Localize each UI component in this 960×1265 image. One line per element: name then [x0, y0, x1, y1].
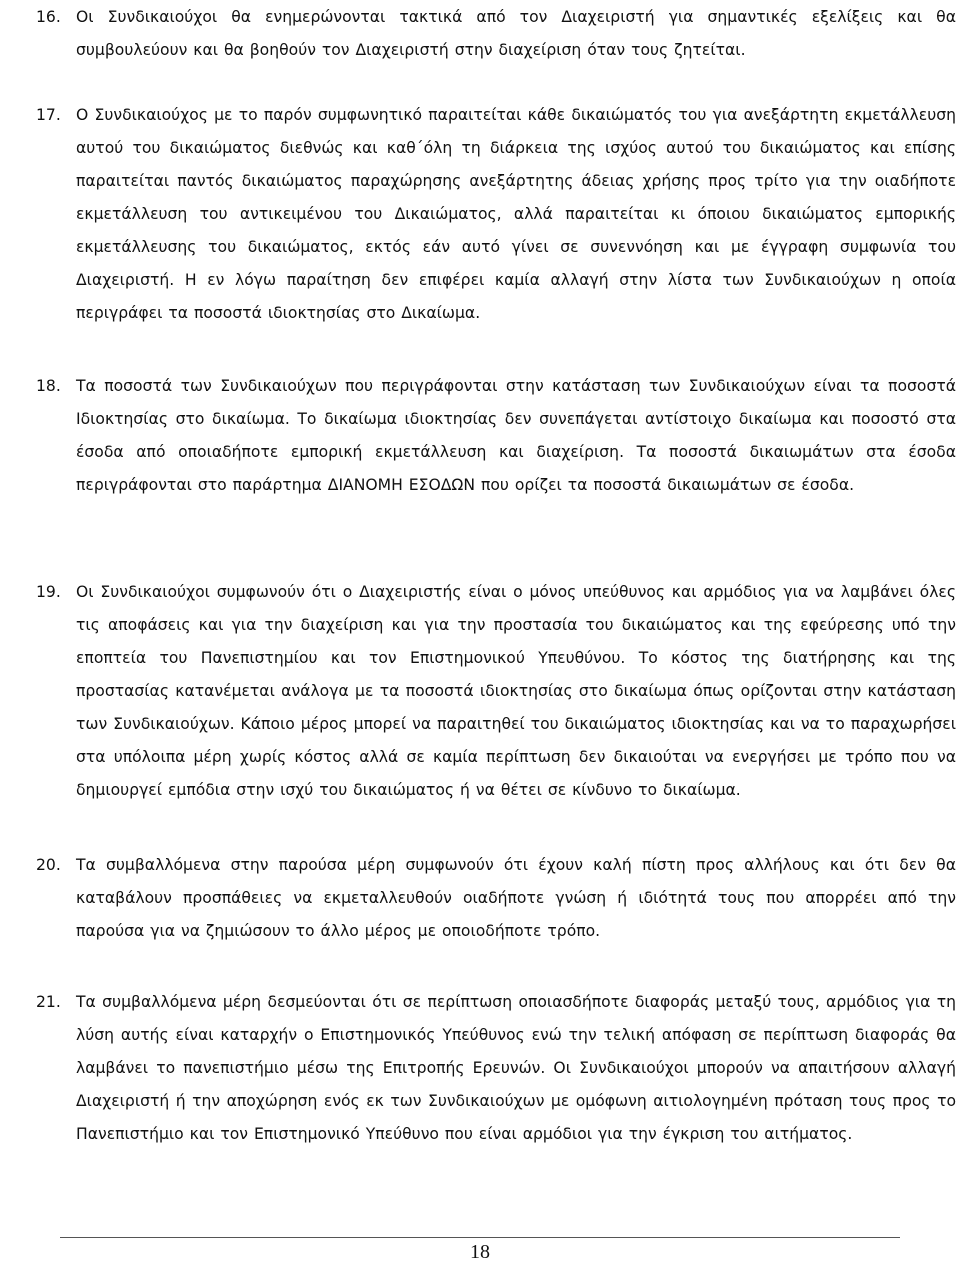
clause-19 [36, 576, 956, 807]
clause-text: Οι Συνδικαιούχοι συμφωνούν ότι ο Διαχειριστής είναι ο μόνος υπεύθυνος και αρμόδιος για να λαμβάνει όλες τις αποφάσεις και για την διαχείριση και για την προστασία του δικαιώματος και της εφεύρεσης υπό την εποπτεία του Πανεπιστημίου και τον Επιστημονικού Υπευθύνου. Το κόστος της διατήρησης και της προστασίας κατανέμεται ανάλογα με τα ποσοστά ιδιοκτησίας στο δικαίωμα όπως ορίζονται στην κατάσταση των Συνδικαιούχων. Κάποιο μέρος μπορεί να παραιτηθεί του δικαιώματος ιδιοκτησίας και να το παραχωρήσει στα υπόλοιπα μέρη χωρίς κόστος αλλά σε καμία περίπτωση δεν δικαιούται να ενεργήσει με τρόπο που να δημιουργεί εμπόδια στην ισχύ του δικαιώματος ή να θέτει σε κίνδυνο το δικαίωμα. [76, 583, 956, 799]
clause-text: Τα συμβαλλόμενα μέρη δεσμεύονται ότι σε περίπτωση οποιασδήποτε διαφοράς μεταξύ τους, αρμόδιος για τη λύση αυτής είναι καταρχήν ο Επιστημονικός Υπεύθυνος ενώ την τελική απόφαση σε περίπτωση διαφοράς θα λαμβάνει το πανεπιστήμιο μέσω της Επιτροπής Ερευνών. Οι Συνδικαιούχοι μπορούν να απαιτήσουν αλλαγή Διαχειριστή ή την αποχώρηση ενός εκ των Συνδικαιούχων με ομόφωνη αιτιολογημένη πρόταση τους προς το Πανεπιστήμιο και τον Επιστημονικό Υπεύθυνο που είναι αρμόδιοι για την έγκριση του αιτήματος. [76, 993, 956, 1143]
page-number: 18 [470, 1241, 490, 1263]
footer-divider [60, 1237, 900, 1238]
clause-20 [36, 849, 956, 948]
clause-number: 21. [36, 993, 61, 1011]
clause-17 [36, 99, 956, 330]
clause-text: Ο Συνδικαιούχος με το παρόν συμφωνητικό παραιτείται κάθε δικαιώματός του για ανεξάρτητη εκμετάλλευση αυτού του δικαιώματος διεθνώς και καθ΄όλη τη διάρκεια της ισχύος αυτού του δικαιώματος και επίσης παραιτείται παντός δικαιώματος παραχώρησης ανεξάρτητης άδειας χρήσης προς τρίτο για την οιαδήποτε εκμετάλλευση του αντικειμένου του Δικαιώματος, αλλά παραιτείται κι όποιου δικαιώματος εμπορικής εκμετάλλευσης του δικαιώματος, εκτός εάν αυτό γίνει σε συνεννόηση και με έγγραφη συμφωνία του Διαχειριστή. Η εν λόγω παραίτηση δεν επιφέρει καμία αλλαγή στην λίστα των Συνδικαιούχων η οποία περιγράφει τα ποσοστά ιδιοκτησίας στο Δικαίωμα. [76, 106, 956, 322]
clause-number: 18. [36, 377, 61, 395]
clause-number: 19. [36, 583, 61, 601]
clause-18 [36, 370, 956, 502]
clause-21 [36, 986, 956, 1151]
clause-text: Τα συμβαλλόμενα στην παρούσα μέρη συμφωνούν ότι έχουν καλή πίστη προς αλλήλους και ότι δεν θα καταβάλουν προσπάθειες να εκμεταλλευθούν οιαδήποτε γνώση ή ιδιότητά τους που απορρέει από την παρούσα για να ζημιώσουν το άλλο μέρος με οποιοδήποτε τρόπο. [76, 856, 956, 940]
clause-number: 20. [36, 856, 61, 874]
clause-number: 16. [36, 8, 61, 26]
clause-16 [36, 1, 956, 67]
clause-number: 17. [36, 106, 61, 124]
clause-text: Οι Συνδικαιούχοι θα ενημερώνονται τακτικά από τον Διαχειριστή για σημαντικές εξελίξεις και θα συμβουλεύουν και θα βοηθούν τον Διαχειριστή στην διαχείριση όταν τους ζητείται. [76, 8, 956, 59]
clause-text: Τα ποσοστά των Συνδικαιούχων που περιγράφονται στην κατάσταση των Συνδικαιούχων είναι τα ποσοστά Ιδιοκτησίας στο δικαίωμα. Το δικαίωμα ιδιοκτησίας δεν συνεπάγεται αντίστοιχο δικαίωμα και ποσοστό στα έσοδα από οποιαδήποτε εμπορική εκμετάλλευση και διαχείριση. Τα ποσοστά δικαιωμάτων στα έσοδα περιγράφονται στο παράρτημα ΔΙΑΝΟΜΗ ΕΣΟΔΩΝ που ορίζει τα ποσοστά δικαιωμάτων σε έσοδα. [76, 377, 956, 494]
